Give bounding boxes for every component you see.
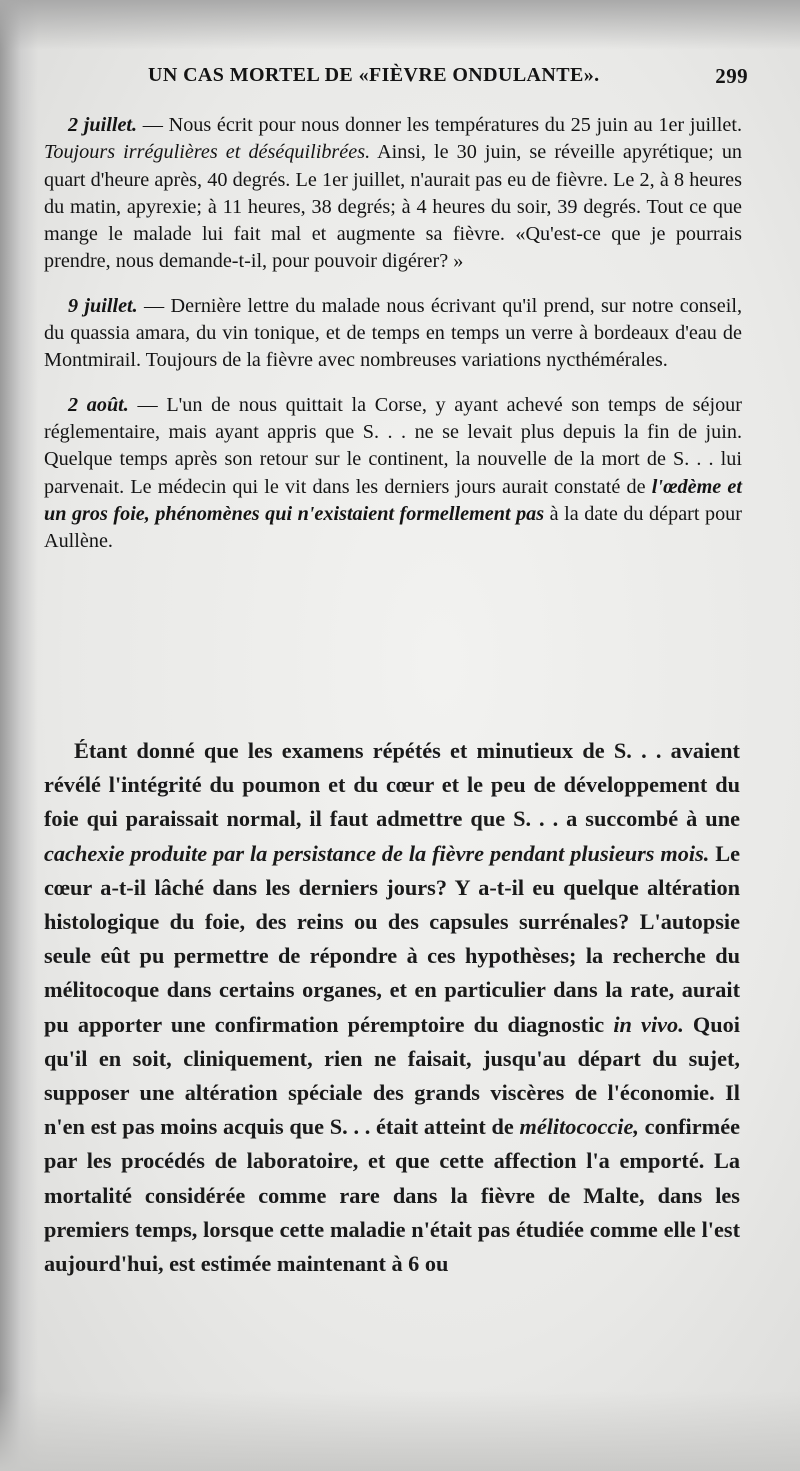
body-emphasis: mélitococcie,	[519, 1114, 639, 1140]
page-shadow-bottom	[0, 1391, 800, 1471]
note-emphasis: Toujours irrégulières et déséquilibrées.	[44, 141, 371, 164]
body-emphasis: in vivo.	[613, 1011, 684, 1037]
note-date: 2 juillet.	[68, 114, 138, 136]
note-text: — Nous écrit pour nous donner les températures du 25 juin au 1er juillet.	[137, 114, 742, 136]
discussion-paragraph	[44, 734, 740, 1281]
note-text: — Dernière lettre du malade nous écrivant qu'il prend, sur notre conseil, du quassia amara, du vin tonique, et de temps en temps un verre à bordeaux d'eau de Montmirail. Toujours de la fièvre avec nombreuses variations nycthémérales.	[44, 294, 742, 372]
page-shadow-top	[0, 0, 800, 50]
body-text: Étant donné que les examens répétés et minutieux de S. . . avaient révélé l'intégrité du poumon et du cœur et le peu de développement du foie qui paraissait normal, il faut admettre que S. . . a succombé à une	[44, 738, 740, 832]
note-emphasis: l'œdème et un gros foie, phénomènes qui n'existaient formellement pas	[44, 475, 742, 525]
case-notes	[44, 112, 742, 572]
body-paragraph	[44, 734, 740, 1281]
note-text: à la date du départ pour Aullène.	[44, 502, 742, 553]
body-emphasis: cachexie produite par la persistance de la fièvre pendant plusieurs mois.	[44, 840, 710, 866]
note-entry	[44, 112, 742, 276]
body-text: Le cœur a-t-il lâché dans les derniers jours? Y a-t-il eu quelque altération histologique du foie, des reins ou des capsules surrénales? L'autopsie seule eût pu permettre de répondre à ces hypothèses; la recherche du mélitocoque dans certains organes, et en particulier dans la rate, aurait pu apporter une confirmation péremptoire du diagnostic	[44, 840, 740, 1037]
running-title: UN CAS MORTEL DE «FIÈVRE ONDULANTE».	[148, 64, 600, 86]
note-entry	[44, 293, 742, 375]
note-date: 9 juillet.	[68, 294, 138, 317]
body-text: Quoi qu'il en soit, cliniquement, rien ne faisait, jusqu'au départ du sujet, supposer une altération spéciale des grands viscères de l'économie. Il n'en est pas moins acquis que S. . . était atteint de	[44, 1011, 740, 1140]
note-text: — L'un de nous quittait la Corse, y ayant achevé son temps de séjour réglementaire, mais ayant appris que S. . . ne se levait plus depuis la fin de juin. Quelque temps après son retour sur le continent, la nouvelle de la mort de S. . . lui parvenait. Le médecin qui le vit dans les derniers jours aurait constaté de	[44, 393, 742, 498]
note-date: 2 août.	[68, 393, 129, 416]
page-shadow-left	[0, 0, 38, 1471]
note-entry	[44, 392, 742, 556]
page-header	[148, 60, 748, 92]
note-text: Ainsi, le 30 juin, se réveille apyrétique; un quart d'heure après, 40 degrés. Le 1er juillet, n'aurait pas eu de fièvre. Le 2, à 8 heures du matin, apyrexie; à 11 heures, 38 degrés; à 4 heures du soir, 39 degrés. Tout ce que mange le malade lui fait mal et augmente sa fièvre. «Qu'est-ce que je pourrais prendre, nous demande-t-il, pour pouvoir digérer? »	[44, 141, 743, 273]
page-number: 299	[715, 64, 748, 88]
body-text: confirmée par les procédés de laboratoire, et que cette affection l'a emporté. La mortalité considérée comme rare dans la fièvre de Malte, dans les premiers temps, lorsque cette maladie n'était pas étudiée comme elle l'est aujourd'hui, est estimée maintenant à 6 ou	[44, 1114, 741, 1277]
